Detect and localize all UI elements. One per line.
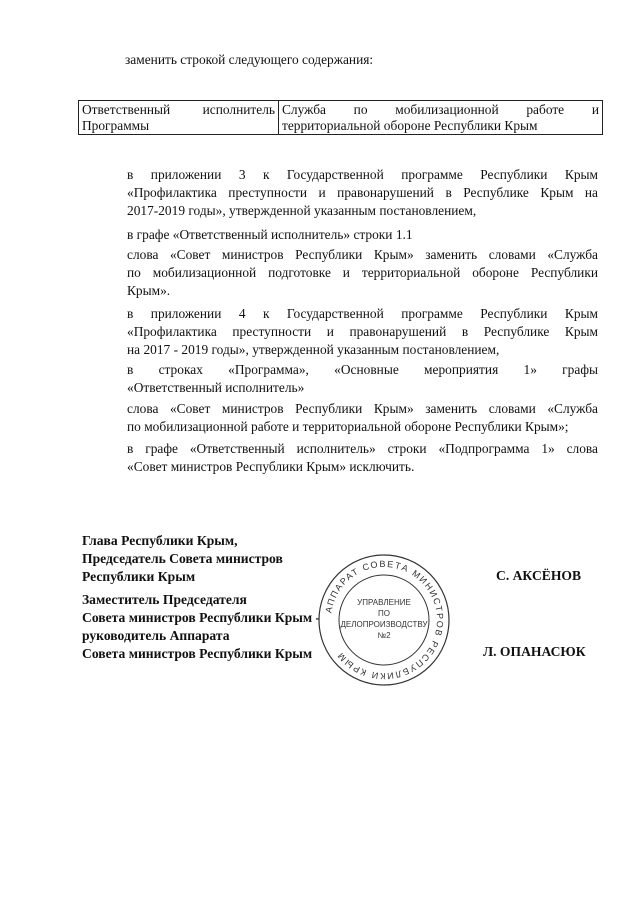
text-line: «Совет министров Республики Крым» исключить. (127, 459, 415, 474)
paragraph-appendix-3 (82, 166, 598, 220)
stamp-ring-text: АППАРАТ СОВЕТА МИНИСТРОВ РЕСПУБЛИКИ КРЫМ (323, 558, 446, 682)
table-cell-value (279, 101, 603, 135)
text-line: «Профилактика преступности и правонарушений в Республике Крым на (127, 185, 598, 200)
signature-title-line: Республики Крым (82, 569, 196, 584)
table-cell-text: Служба по мобилизационной работе и (282, 102, 599, 117)
text-line: по мобилизационной подготовке и территориальной обороне Республики (127, 265, 598, 280)
stamp-center-text: №2 (377, 631, 391, 640)
text-line: «Ответственный исполнитель» (127, 380, 305, 395)
table-cell-text: Программы (82, 118, 150, 133)
signatory-name-aksenov: С. АКСЁНОВ (496, 568, 582, 583)
text-line: 2017-2019 годы», утвержденной указанным постановлением, (127, 203, 477, 218)
intro-line: заменить строкой следующего содержания: (125, 52, 374, 67)
signatory-name-opanasyuk: Л. ОПАНАСЮК (483, 644, 586, 659)
text-line: «Профилактика преступности и правонарушений в Республике Крым (127, 324, 598, 339)
text-line: в приложении 3 к Государственной программе Республики Крым (127, 167, 598, 182)
text-line: по мобилизационной работе и территориальной обороне Республики Крым»; (127, 419, 569, 434)
text-line: слова «Совет министров Республики Крым» заменить словами «Служба (127, 401, 598, 416)
signature-title-line: Заместитель Председателя (82, 592, 247, 607)
office-stamp (317, 553, 451, 687)
text-line: в строках «Программа», «Основные мероприятия 1» графы (127, 362, 598, 377)
responsible-executor-table (78, 100, 603, 135)
table-cell-text: Ответственный исполнитель (82, 102, 275, 117)
signature-title-line: руководитель Аппарата (82, 628, 230, 643)
text-line: Крым». (127, 283, 171, 298)
paragraph-replace-words-2 (82, 400, 598, 436)
table-row (79, 101, 603, 135)
text-line: в приложении 4 к Государственной программе Республики Крым (127, 306, 598, 321)
signature-title-head (82, 532, 283, 586)
text-line: в графе «Ответственный исполнитель» строки «Подпрограмма 1» слова (127, 441, 598, 456)
paragraph-row-1-1 (82, 226, 598, 244)
text-line: на 2017 - 2019 годы», утвержденной указанным постановлением, (127, 342, 500, 357)
table-cell-label (79, 101, 279, 135)
paragraph-replace-words-1 (82, 246, 598, 300)
stamp-center-text: ПО (378, 609, 390, 618)
paragraph-subprogram-1 (82, 440, 598, 476)
signature-title-line: Совета министров Республики Крым (82, 646, 313, 661)
paragraph-program-rows (82, 361, 598, 397)
stamp-center-text: ДЕЛОПРОИЗВОДСТВУ (340, 620, 428, 629)
paragraph-appendix-4 (82, 305, 598, 359)
signature-title-line: Глава Республики Крым, (82, 533, 238, 548)
signature-title-deputy (82, 591, 320, 663)
signature-title-line: Совета министров Республики Крым - (82, 610, 321, 625)
table-cell-text: территориальной обороне Республики Крым (282, 118, 538, 133)
signature-title-line: Председатель Совета министров (82, 551, 283, 566)
text-line: слова «Совет министров Республики Крым» заменить словами «Служба (127, 247, 598, 262)
text-line: в графе «Ответственный исполнитель» строки 1.1 (127, 227, 413, 242)
stamp-center-text: УПРАВЛЕНИЕ (357, 598, 411, 607)
